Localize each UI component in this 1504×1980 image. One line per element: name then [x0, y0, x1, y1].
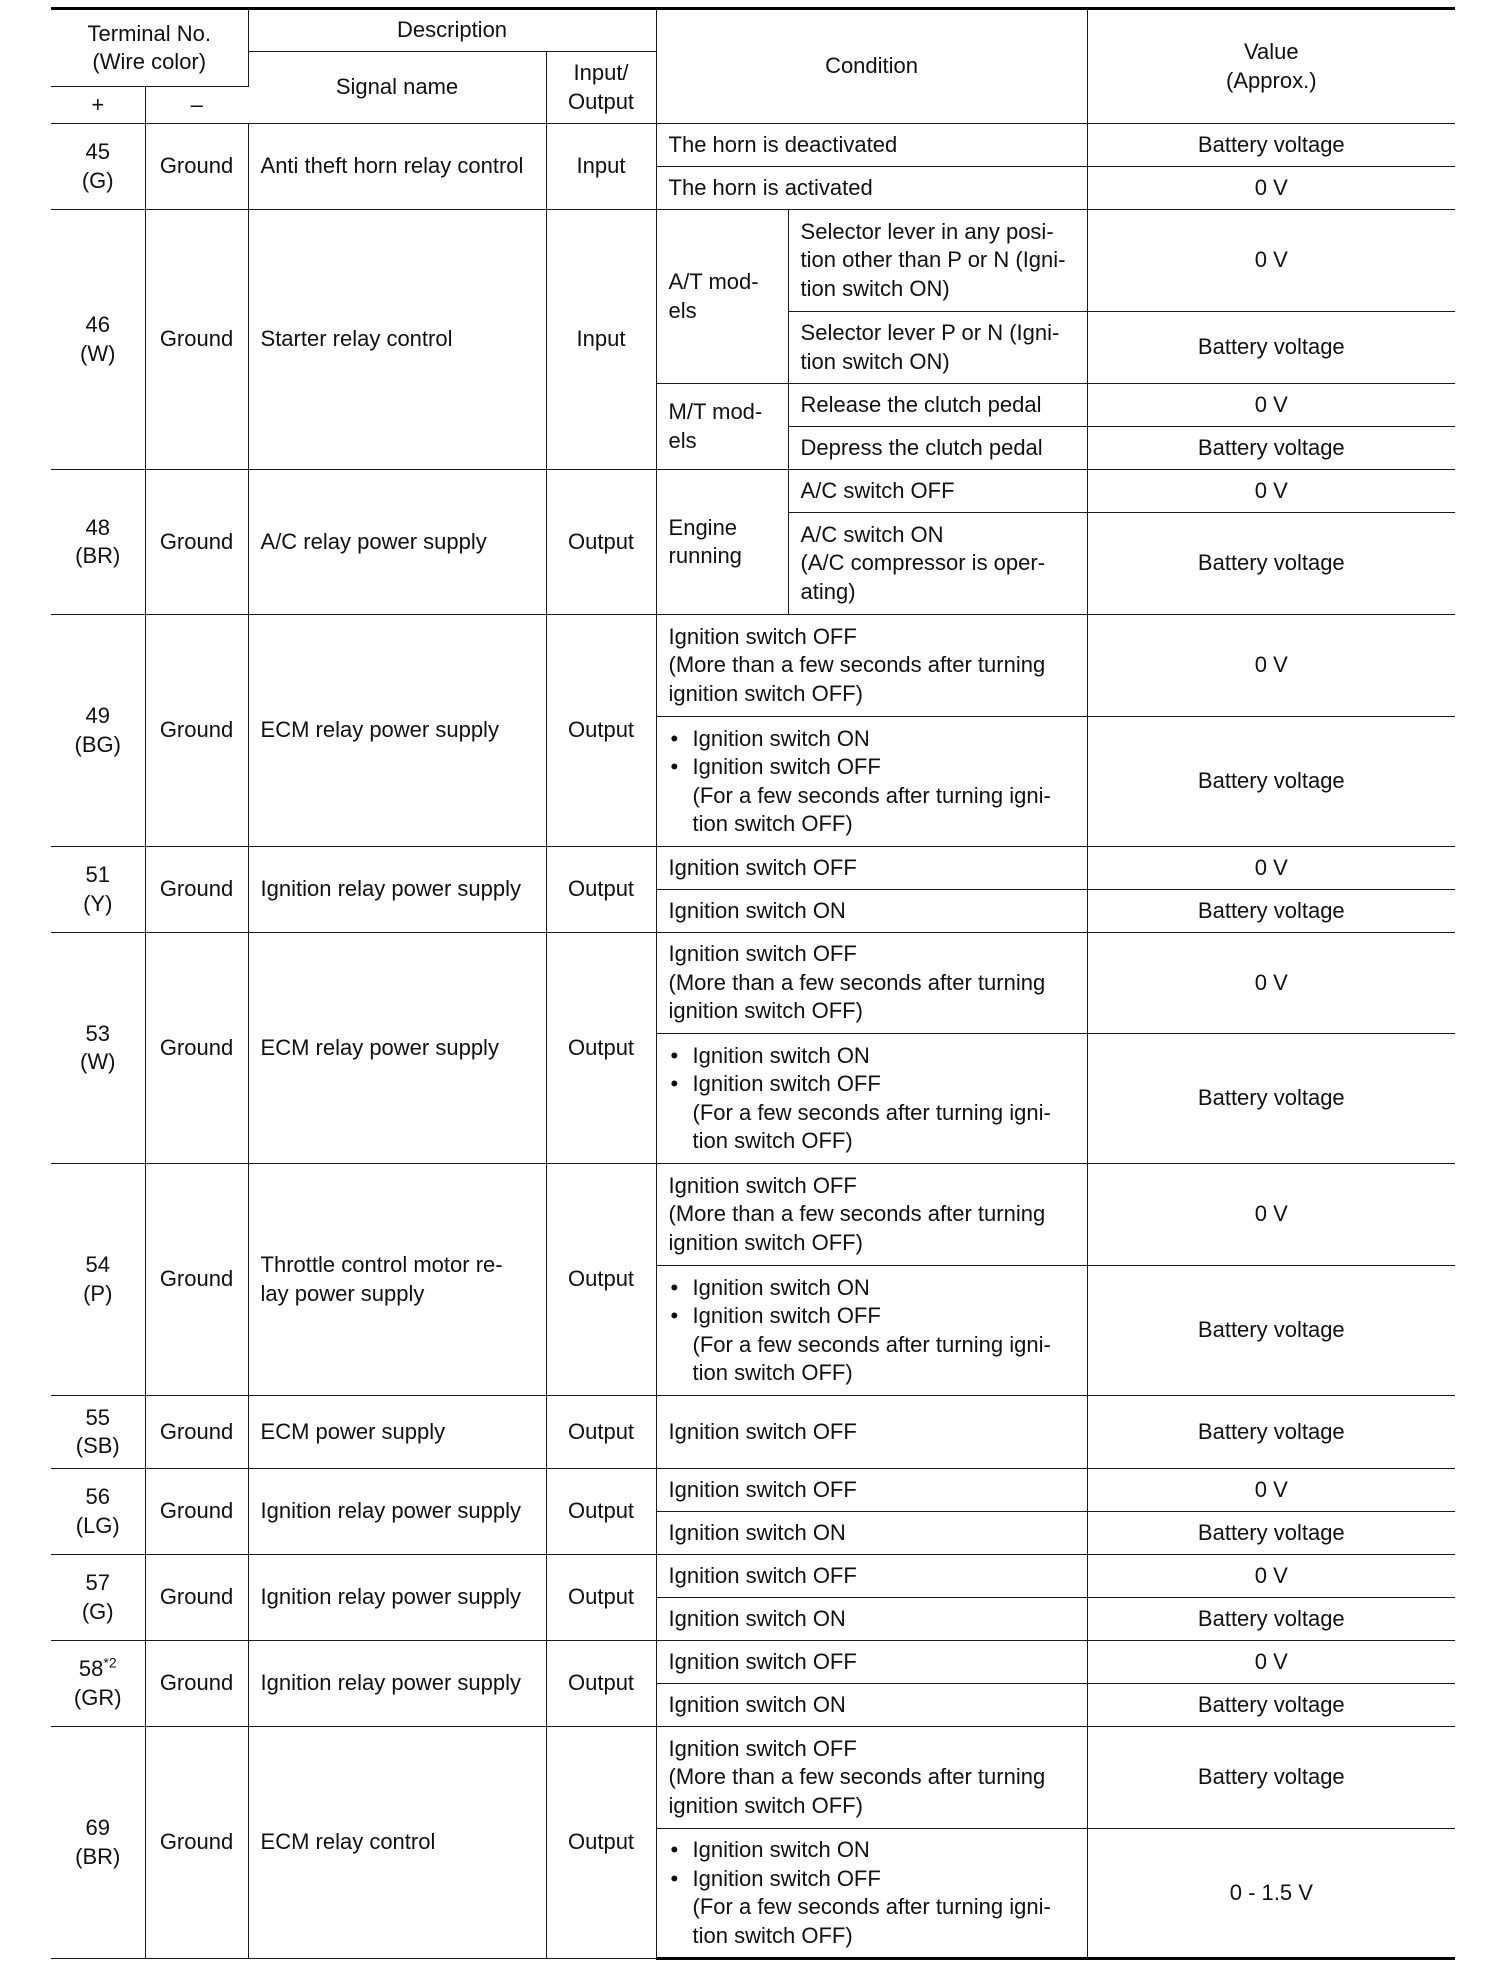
header-plus: +: [51, 87, 145, 124]
ground-cell: Ground: [145, 1469, 248, 1555]
io-cell: Output: [546, 1641, 656, 1727]
condition-cell: The horn is activated: [656, 167, 1087, 210]
table-row: [51, 1641, 1455, 1684]
wire-color: (BR): [75, 1843, 121, 1869]
table-row: [51, 210, 1455, 312]
condition-cell: [656, 615, 1087, 717]
condition-line: tion switch ON): [800, 348, 950, 374]
wire-color: (LG): [75, 1512, 120, 1538]
condition-cell: Ignition switch ON: [656, 1512, 1087, 1555]
terminal-number: 54: [85, 1252, 110, 1277]
table-header: [51, 9, 1455, 124]
header-wire-color-label: (Wire color): [92, 49, 207, 74]
terminal-number: 53: [85, 1020, 110, 1046]
condition-cell: Release the clutch pedal: [788, 384, 1087, 427]
condition-line: tion switch ON): [800, 275, 950, 301]
terminal-number: 51: [85, 862, 110, 887]
condition-cell: A/C switch OFF: [788, 470, 1087, 513]
value-cell: Battery voltage: [1087, 1266, 1455, 1396]
condition-line: (A/C compressor is oper-: [800, 550, 1046, 576]
signal-name-cell: ECM relay power supply: [248, 933, 546, 1164]
io-cell: Output: [546, 933, 656, 1164]
value-cell: Battery voltage: [1087, 513, 1455, 615]
terminal-cell: [51, 1727, 145, 1959]
io-cell: Output: [546, 1469, 656, 1555]
condition-cell: Ignition switch OFF: [656, 1396, 1087, 1469]
value-cell: 0 V: [1087, 384, 1455, 427]
io-cell: Output: [546, 470, 656, 615]
terminal-cell: [51, 933, 145, 1164]
condition-bullets: [669, 1274, 1075, 1331]
condition-cell: [788, 513, 1087, 615]
terminal-cell: [51, 1555, 145, 1641]
wire-color: (P): [83, 1280, 113, 1306]
value-cell: 0 V: [1087, 615, 1455, 717]
terminal-cell: [51, 1469, 145, 1555]
terminal-cell: [51, 615, 145, 847]
condition-cell: [656, 1034, 1087, 1164]
terminal-cell: [51, 1396, 145, 1469]
condition-bullet: • Ignition switch ON: [669, 1274, 1075, 1303]
condition-bullet: • Ignition switch OFF: [669, 1070, 1075, 1099]
condition-group-label: Engine: [668, 514, 738, 540]
condition-line: (For a few seconds after turning igni-: [692, 1099, 1051, 1125]
terminal-cell: [51, 1641, 145, 1727]
io-cell: Output: [546, 615, 656, 847]
condition-bullet: • Ignition switch ON: [669, 1042, 1075, 1071]
condition-bullets: [669, 725, 1075, 782]
condition-cell: [656, 1829, 1087, 1959]
header-approx-label: (Approx.): [1226, 67, 1317, 93]
condition-bullet: • Ignition switch ON: [669, 1836, 1075, 1865]
header-value-label: Value: [1243, 39, 1299, 64]
value-cell: Battery voltage: [1087, 312, 1455, 384]
condition-line: ignition switch OFF): [668, 680, 863, 706]
table-row: [51, 933, 1455, 1034]
ground-cell: Ground: [145, 1555, 248, 1641]
signal-name-cell: A/C relay power supply: [248, 470, 546, 615]
header-signal-name: Signal name: [248, 52, 546, 124]
io-cell: Output: [546, 1396, 656, 1469]
wire-color: (SB): [75, 1433, 120, 1458]
table-row: [51, 1555, 1455, 1598]
condition-cell: Ignition switch ON: [656, 1684, 1087, 1727]
signal-name-cell: [248, 1164, 546, 1396]
condition-group-label: els: [668, 427, 697, 453]
terminal-cell: [51, 470, 145, 615]
condition-line: (More than a few seconds after turning: [668, 1764, 1046, 1790]
header-terminal-no: [51, 9, 248, 87]
table-row: [51, 124, 1455, 167]
table-row: [51, 1396, 1455, 1469]
signal-name-cell: ECM relay power supply: [248, 615, 546, 847]
value-cell: 0 V: [1087, 470, 1455, 513]
condition-group-cell: [656, 210, 788, 384]
terminal-cell: [51, 210, 145, 470]
condition-cell: Ignition switch ON: [656, 1598, 1087, 1641]
ground-cell: Ground: [145, 470, 248, 615]
signal-name-cell: ECM relay control: [248, 1727, 546, 1959]
condition-line: Ignition switch OFF: [668, 623, 857, 649]
ground-cell: Ground: [145, 1396, 248, 1469]
condition-cell: [656, 1727, 1087, 1829]
condition-line: (For a few seconds after turning igni-: [692, 1894, 1051, 1919]
condition-bullet: • Ignition switch OFF: [669, 753, 1075, 782]
value-cell: 0 V: [1087, 1469, 1455, 1512]
table-row: [51, 470, 1455, 513]
signal-name-line: Throttle control motor re-: [260, 1252, 503, 1277]
header-description: Description: [248, 9, 656, 52]
condition-cell: Ignition switch ON: [656, 890, 1087, 933]
io-cell: Output: [546, 1164, 656, 1396]
condition-line: Selector lever in any posi-: [800, 218, 1054, 244]
signal-name-line: lay power supply: [260, 1280, 425, 1306]
table-row: [51, 847, 1455, 890]
condition-line: (More than a few seconds after turning: [668, 652, 1046, 678]
terminal-number: 57: [85, 1570, 110, 1595]
header-value: [1087, 9, 1455, 124]
value-cell: Battery voltage: [1087, 717, 1455, 847]
condition-line: ignition switch OFF): [668, 1229, 863, 1255]
condition-line: Ignition switch OFF: [668, 1735, 857, 1761]
condition-group-label: M/T mod-: [668, 399, 763, 424]
condition-cell: [656, 717, 1087, 847]
value-cell: Battery voltage: [1087, 1396, 1455, 1469]
value-cell: 0 V: [1087, 167, 1455, 210]
condition-cell: [788, 210, 1087, 312]
signal-name-cell: Ignition relay power supply: [248, 1555, 546, 1641]
value-cell: Battery voltage: [1087, 1034, 1455, 1164]
io-cell: Input: [546, 210, 656, 470]
wire-color: (BG): [74, 731, 121, 757]
value-cell: Battery voltage: [1087, 427, 1455, 470]
table-row: [51, 1164, 1455, 1266]
signal-name-cell: Ignition relay power supply: [248, 1641, 546, 1727]
condition-line: (For a few seconds after turning igni-: [692, 782, 1051, 808]
condition-group-label: els: [668, 297, 697, 323]
value-cell: Battery voltage: [1087, 890, 1455, 933]
footnote-marker: *2: [103, 1654, 117, 1671]
condition-line: tion switch OFF): [692, 1128, 853, 1153]
wire-color: (G): [81, 167, 114, 193]
value-cell: Battery voltage: [1087, 124, 1455, 167]
terminal-number: 58: [78, 1656, 104, 1681]
io-cell: Output: [546, 1727, 656, 1959]
wire-color: (W): [80, 1049, 116, 1074]
condition-line: ating): [800, 578, 856, 604]
value-cell: Battery voltage: [1087, 1727, 1455, 1829]
terminal-number: 69: [85, 1815, 110, 1840]
signal-name-cell: Ignition relay power supply: [248, 847, 546, 933]
header-input-output: [546, 52, 656, 124]
ground-cell: Ground: [145, 1641, 248, 1727]
value-cell: 0 V: [1087, 933, 1455, 1034]
header-condition: Condition: [656, 9, 1087, 124]
value-cell: 0 V: [1087, 847, 1455, 890]
condition-line: tion switch OFF): [692, 1360, 853, 1385]
wire-color: (GR): [73, 1684, 122, 1710]
ground-cell: Ground: [145, 847, 248, 933]
value-cell: 0 V: [1087, 1641, 1455, 1684]
table-row: [51, 615, 1455, 717]
terminal-cell: [51, 124, 145, 210]
condition-cell: [788, 312, 1087, 384]
value-cell: Battery voltage: [1087, 1512, 1455, 1555]
value-cell: Battery voltage: [1087, 1684, 1455, 1727]
condition-line: (For a few seconds after turning igni-: [692, 1331, 1051, 1357]
condition-group-label: A/T mod-: [668, 269, 759, 294]
header-output-label: Output: [568, 88, 635, 114]
io-cell: Output: [546, 847, 656, 933]
condition-bullets: [669, 1042, 1075, 1099]
ground-cell: Ground: [145, 615, 248, 847]
header-terminal-no-label: Terminal No.: [87, 20, 211, 46]
condition-line: Selector lever P or N (Igni-: [800, 320, 1060, 345]
value-cell: 0 - 1.5 V: [1087, 1829, 1455, 1959]
table-row: [51, 1727, 1455, 1829]
condition-line: tion other than P or N (Igni-: [800, 247, 1066, 273]
header-input-label: Input/: [573, 60, 629, 85]
condition-bullets: [669, 1836, 1075, 1893]
terminal-cell: [51, 847, 145, 933]
ground-cell: Ground: [145, 210, 248, 470]
condition-line: ignition switch OFF): [668, 1792, 863, 1818]
table-row: [51, 1469, 1455, 1512]
wire-color: (Y): [83, 890, 113, 916]
value-cell: 0 V: [1087, 1164, 1455, 1266]
terminal-number: 49: [85, 703, 110, 728]
terminal-number: 45: [85, 139, 110, 164]
condition-cell: Depress the clutch pedal: [788, 427, 1087, 470]
value-cell: Battery voltage: [1087, 1598, 1455, 1641]
signal-name-cell: Ignition relay power supply: [248, 1469, 546, 1555]
wire-color: (BR): [75, 543, 121, 568]
condition-bullet: • Ignition switch OFF: [669, 1302, 1075, 1331]
condition-line: Ignition switch OFF: [668, 1172, 857, 1198]
wire-color: (G): [81, 1598, 114, 1624]
io-cell: Input: [546, 124, 656, 210]
terminal-cell: [51, 1164, 145, 1396]
condition-group-cell: [656, 470, 788, 615]
header-minus: –: [145, 87, 248, 124]
io-cell: Output: [546, 1555, 656, 1641]
condition-cell: [656, 1164, 1087, 1266]
terminal-number-with-note: [63, 1655, 133, 1684]
condition-group-cell: [656, 384, 788, 470]
condition-group-label: running: [668, 543, 742, 568]
ground-cell: Ground: [145, 124, 248, 210]
condition-cell: [656, 933, 1087, 1034]
condition-line: tion switch OFF): [692, 811, 853, 836]
terminal-number: 56: [85, 1484, 110, 1509]
value-cell: 0 V: [1087, 210, 1455, 312]
value-cell: 0 V: [1087, 1555, 1455, 1598]
condition-cell: Ignition switch OFF: [656, 1555, 1087, 1598]
condition-bullet: • Ignition switch ON: [669, 725, 1075, 754]
condition-cell: The horn is deactivated: [656, 124, 1087, 167]
condition-cell: Ignition switch OFF: [656, 1641, 1087, 1684]
condition-cell: Ignition switch OFF: [656, 1469, 1087, 1512]
condition-line: Ignition switch OFF: [668, 941, 857, 967]
condition-line: ignition switch OFF): [668, 998, 863, 1024]
condition-line: (More than a few seconds after turning: [668, 969, 1046, 995]
terminal-number: 48: [85, 514, 110, 540]
condition-line: A/C switch ON: [800, 521, 944, 547]
condition-line: tion switch OFF): [692, 1922, 853, 1948]
condition-cell: [656, 1266, 1087, 1396]
signal-name-cell: Anti theft horn relay control: [248, 124, 546, 210]
condition-line: (More than a few seconds after turning: [668, 1201, 1046, 1227]
ground-cell: Ground: [145, 1164, 248, 1396]
ecm-terminal-table: [51, 7, 1455, 1960]
ground-cell: Ground: [145, 933, 248, 1164]
condition-bullet: • Ignition switch OFF: [669, 1865, 1075, 1894]
terminal-number: 46: [85, 312, 110, 337]
signal-name-cell: Starter relay control: [248, 210, 546, 470]
signal-name-cell: ECM power supply: [248, 1396, 546, 1469]
ground-cell: Ground: [145, 1727, 248, 1959]
terminal-number: 55: [85, 1404, 110, 1430]
condition-cell: Ignition switch OFF: [656, 847, 1087, 890]
wire-color: (W): [80, 340, 116, 366]
